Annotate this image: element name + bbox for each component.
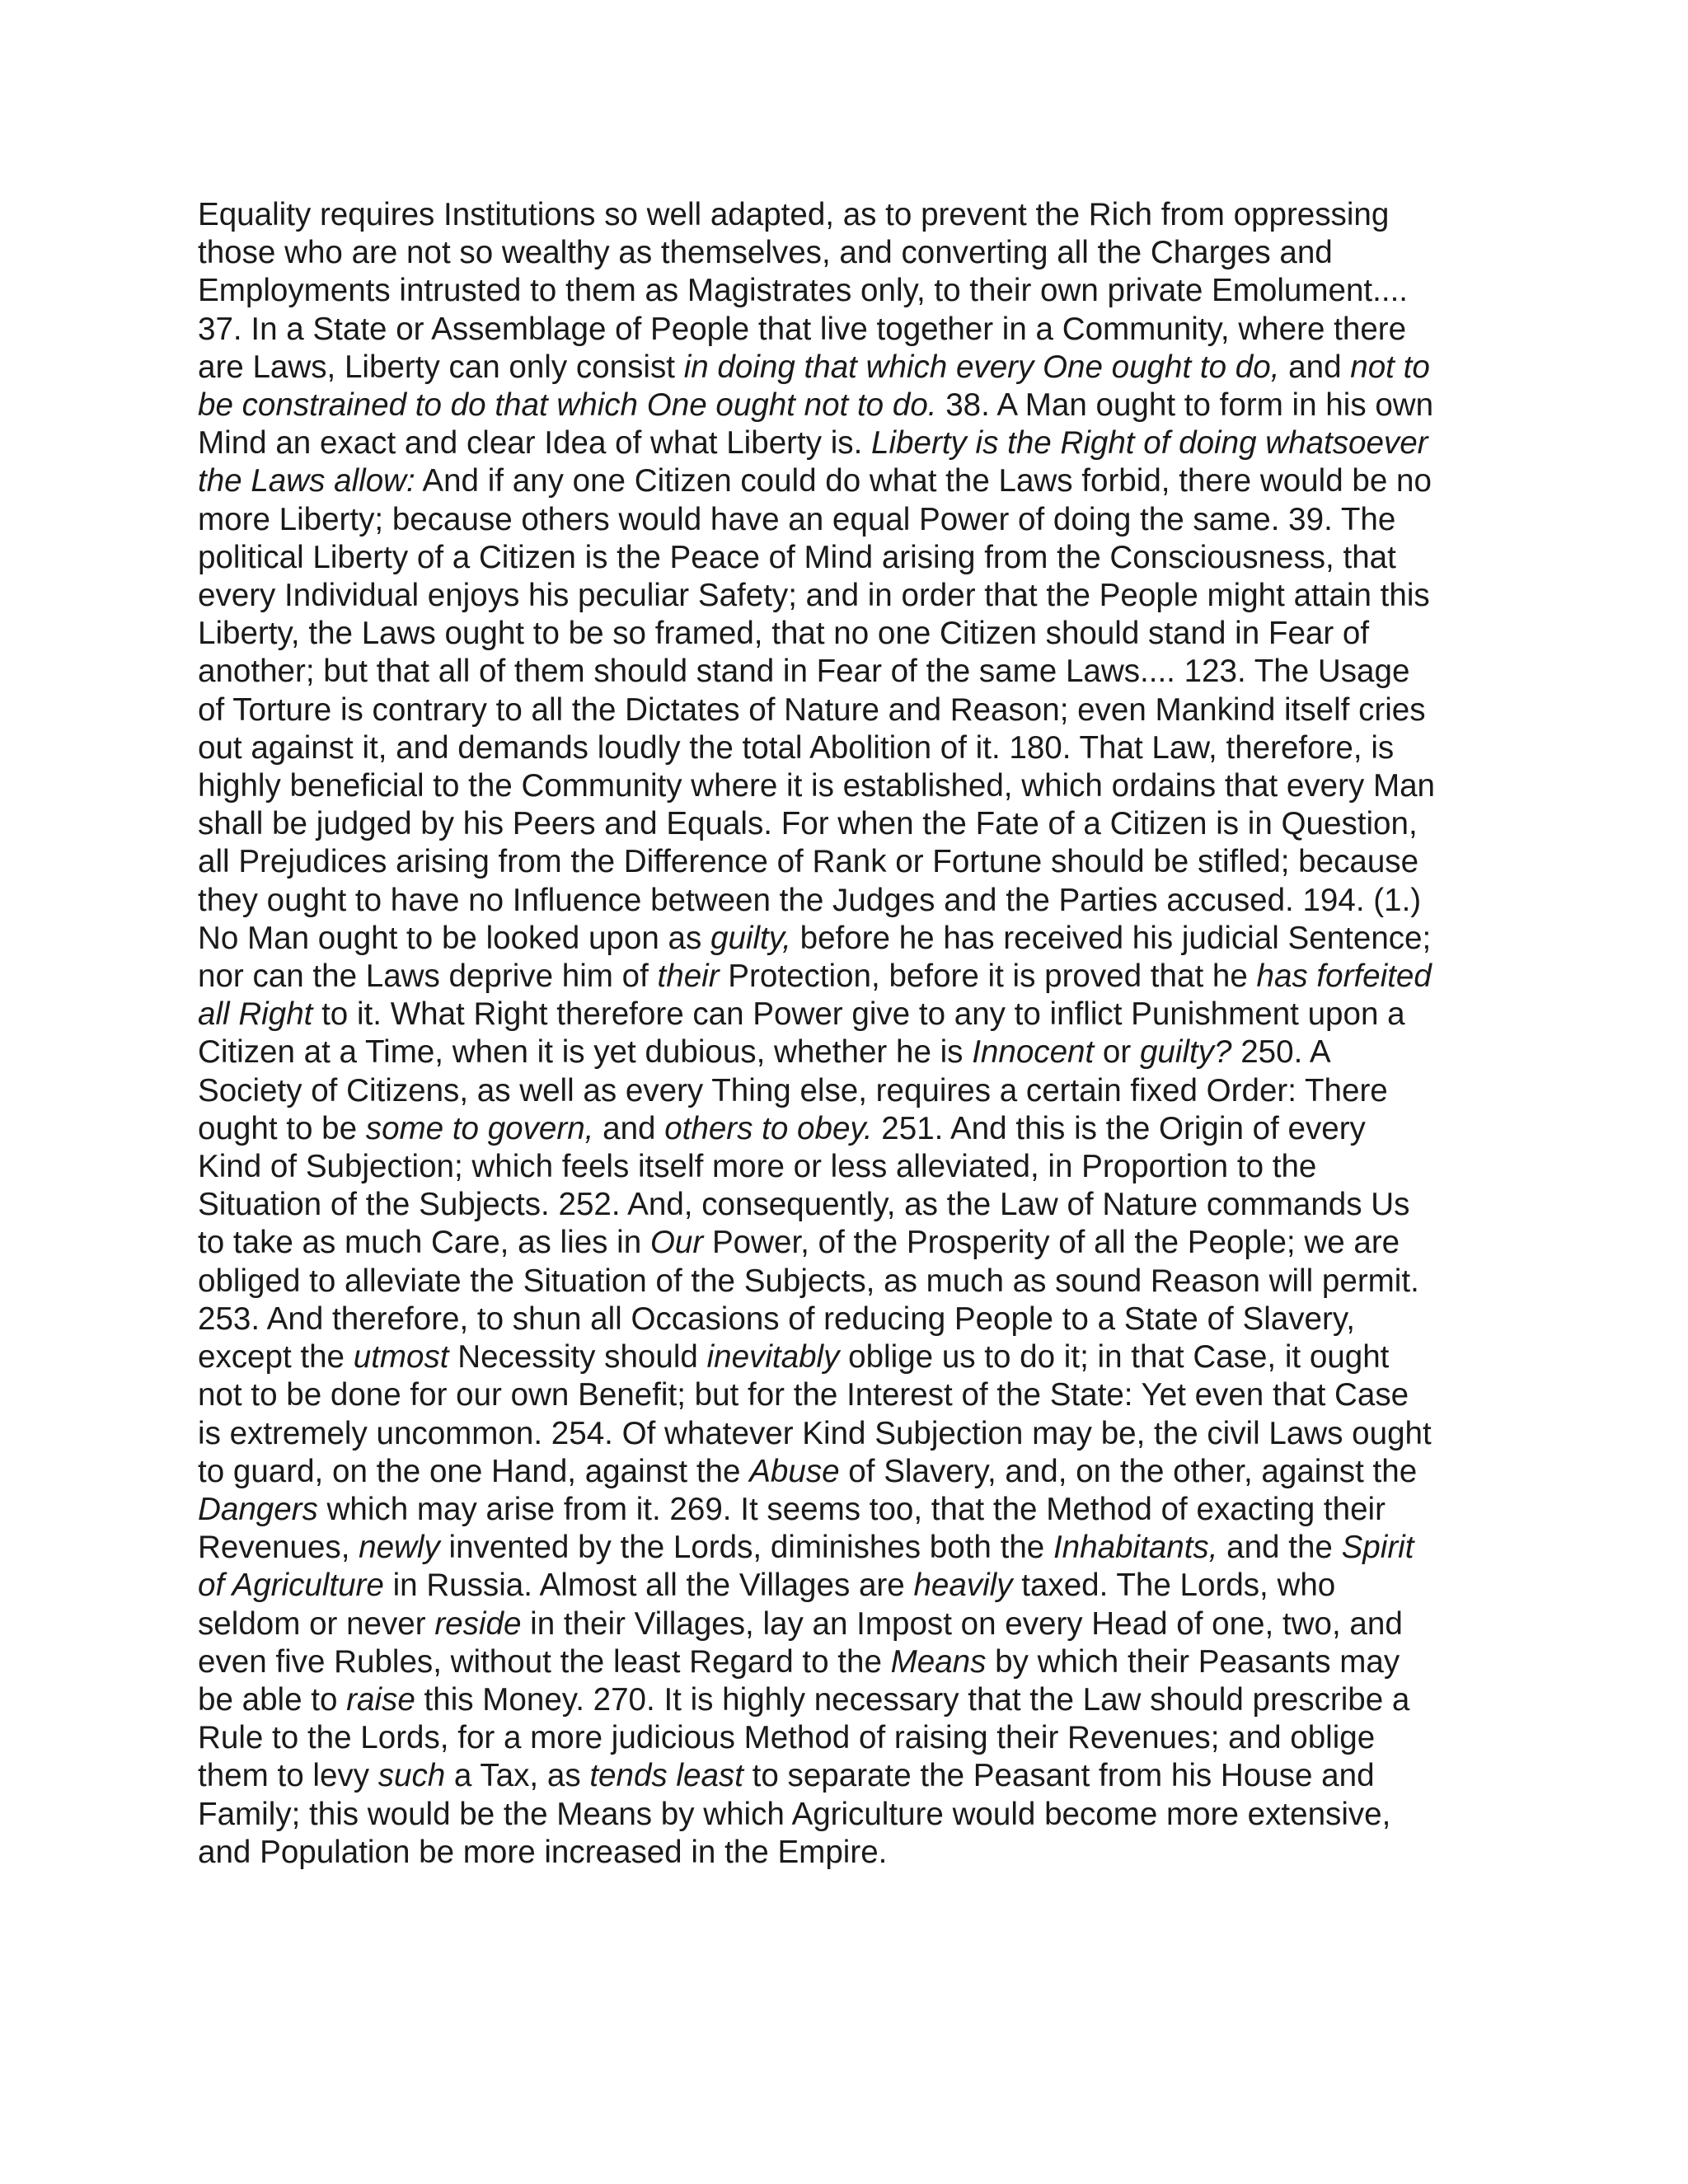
text-segment: to guard, on the one Hand, against the (198, 1453, 750, 1489)
text-segment: 37. In a State or Assemblage of People that live together in a Community, where there (198, 311, 1407, 347)
text-segment: not to be done for our own Benefit; but for the Interest of the State: Yet even that Case (198, 1377, 1409, 1413)
text-segment: invented by the Lords, diminishes both the (439, 1530, 1053, 1566)
italic-text-segment: Our (649, 1225, 704, 1261)
text-segment: obliged to alleviate the Situation of the Subjects, as much as sound Reason will permit. (198, 1263, 1419, 1299)
text-segment: Necessity should (448, 1339, 707, 1376)
text-segment: Society of Citizens, as well as every Thing else, requires a certain fixed Order: There (198, 1072, 1388, 1108)
italic-text-segment: heavily (913, 1568, 1013, 1604)
text-segment: 253. And therefore, to shun all Occasions of reducing People to a State of Slavery, (198, 1301, 1355, 1337)
italic-text-segment: guilty? (1139, 1034, 1232, 1071)
text-segment: to separate the Peasant from his House and (743, 1758, 1375, 1794)
italic-text-segment: Abuse (749, 1453, 840, 1489)
text-segment: those who are not so wealthy as themselves, and converting all the Charges and (198, 235, 1333, 271)
text-line (198, 996, 1496, 1033)
italic-text-segment: reside (434, 1605, 522, 1642)
text-line (198, 1148, 1496, 1186)
text-segment: even five Rubles, without the least Regard to the (198, 1643, 891, 1680)
text-line (198, 920, 1496, 958)
italic-text-segment: Innocent (972, 1034, 1095, 1071)
text-segment: they ought to have no Influence between the Judges and the Parties accused. 194. (1.) (198, 882, 1422, 918)
text-line (198, 1681, 1496, 1719)
text-line (198, 1605, 1496, 1643)
text-segment: and (1279, 349, 1351, 385)
text-line (198, 1263, 1496, 1301)
text-line (198, 843, 1496, 881)
italic-text-segment: Spirit (1341, 1530, 1414, 1566)
text-line (198, 767, 1496, 805)
text-line (198, 691, 1496, 729)
text-segment: political Liberty of a Citizen is the Peace of Mind arising from the Consciousness, that (198, 539, 1396, 575)
text-segment: all Prejudices arising from the Difference of Rank or Fortune should be stifled; because (198, 844, 1419, 880)
text-line (198, 1338, 1496, 1376)
italic-text-segment: the Laws allow: (198, 463, 415, 499)
text-line (198, 882, 1496, 920)
italic-text-segment: be constrained to do that which One ought not to do. (198, 387, 937, 424)
text-line (198, 387, 1496, 424)
text-segment: in Russia. Almost all the Villages are (383, 1568, 914, 1604)
text-segment: another; but that all of them should stand in Fear of the same Laws.... 123. The Usage (198, 654, 1410, 690)
text-segment: Liberty, the Laws ought to be so framed, that no one Citizen should stand in Fear of (198, 616, 1370, 652)
text-segment: and the (1217, 1530, 1342, 1566)
text-segment: are Laws, Liberty can only consist (198, 349, 684, 385)
text-segment: 251. And this is the Origin of every (872, 1110, 1366, 1146)
italic-text-segment: Dangers (198, 1491, 318, 1527)
text-line (198, 1453, 1496, 1491)
italic-text-segment: guilty, (710, 920, 791, 956)
text-line (198, 272, 1496, 310)
text-segment: Equality requires Institutions so well adapted, as to prevent the Rich from oppressing (198, 197, 1390, 232)
text-line (198, 462, 1496, 500)
text-segment: Power, of the Prosperity of all the People; we are (703, 1225, 1400, 1261)
text-line (198, 1415, 1496, 1453)
text-line (198, 577, 1496, 615)
text-line (198, 1834, 1496, 1872)
text-line (198, 1757, 1496, 1795)
italic-text-segment: Inhabitants, (1053, 1530, 1218, 1566)
italic-text-segment: newly (359, 1530, 440, 1566)
text-segment: of Torture is contrary to all the Dictates of Nature and Reason; even Mankind itself cries (198, 691, 1426, 728)
italic-text-segment: tends least (589, 1758, 743, 1794)
text-line (198, 1186, 1496, 1224)
text-segment: nor can the Laws deprive him of (198, 958, 658, 995)
text-line (198, 1224, 1496, 1262)
text-segment: or (1094, 1034, 1140, 1071)
italic-text-segment: such (377, 1758, 446, 1794)
text-segment: Citizen at a Time, when it is yet dubious, whether he is (198, 1034, 973, 1071)
text-segment: is extremely uncommon. 254. Of whatever Kind Subjection may be, the civil Laws ought (198, 1415, 1432, 1451)
text-segment: 250. A (1231, 1034, 1331, 1071)
italic-text-segment: utmost (353, 1339, 449, 1376)
text-line (198, 311, 1496, 349)
italic-text-segment: of Agriculture (198, 1568, 384, 1604)
text-segment: before he has received his judicial Sentence; (790, 920, 1432, 956)
text-segment: Situation of the Subjects. 252. And, consequently, as the Law of Nature commands Us (198, 1187, 1410, 1223)
text-segment: to it. What Right therefore can Power give to any to inflict Punishment upon a (312, 996, 1405, 1033)
text-segment: by which their Peasants may (986, 1643, 1400, 1680)
text-segment: Rule to the Lords, for a more judicious Method of raising their Revenues; and oblige (198, 1720, 1376, 1756)
text-line (198, 1301, 1496, 1338)
text-segment: which may arise from it. 269. It seems too, that the Method of exacting their (317, 1491, 1386, 1527)
italic-text-segment: their (657, 958, 720, 995)
text-segment: them to levy (198, 1758, 378, 1794)
text-segment: this Money. 270. It is highly necessary that the Law should prescribe a (415, 1681, 1410, 1718)
document-body (198, 196, 1496, 1872)
text-segment: out against it, and demands loudly the total Abolition of it. 180. That Law, therefore, is (198, 729, 1395, 766)
text-line (198, 653, 1496, 691)
text-segment: Mind an exact and clear Idea of what Liberty is. (198, 425, 872, 462)
italic-text-segment: others to obey. (664, 1110, 873, 1146)
text-segment: Revenues, (198, 1530, 359, 1566)
text-line (198, 958, 1496, 996)
text-segment: Family; this would be the Means by which Agriculture would become more extensive, (198, 1796, 1391, 1832)
text-line (198, 1796, 1496, 1834)
text-line (198, 1110, 1496, 1148)
text-segment: shall be judged by his Peers and Equals. For when the Fate of a Citizen is in Question, (198, 806, 1418, 842)
italic-text-segment: Liberty is the Right of doing whatsoever (871, 425, 1428, 462)
text-segment: Kind of Subjection; which feels itself more or less alleviated, in Proportion to the (198, 1149, 1317, 1185)
text-line (198, 1719, 1496, 1757)
italic-text-segment: in doing that which every One ought to do, (683, 349, 1280, 385)
text-segment: except the (198, 1339, 354, 1376)
italic-text-segment: not to (1350, 349, 1430, 385)
text-segment: 38. A Man ought to form in his own (936, 387, 1434, 424)
italic-text-segment: has forfeited (1256, 958, 1432, 995)
text-segment: more Liberty; because others would have an equal Power of doing the same. 39. The (198, 501, 1396, 537)
text-line (198, 615, 1496, 653)
text-line (198, 1643, 1496, 1681)
text-segment: a Tax, as (445, 1758, 590, 1794)
text-line (198, 349, 1496, 387)
text-segment: Protection, before it is proved that he (719, 958, 1257, 995)
text-line (198, 424, 1496, 462)
text-segment: taxed. The Lords, who (1012, 1568, 1336, 1604)
text-segment: be able to (198, 1681, 347, 1718)
text-segment: in their Villages, lay an Impost on every Head of one, two, and (521, 1605, 1403, 1642)
text-line (198, 1033, 1496, 1071)
text-line (198, 805, 1496, 843)
text-segment: Employments intrusted to them as Magistrates only, to their own private Emolument.... (198, 273, 1409, 309)
text-line (198, 1491, 1496, 1529)
italic-text-segment: raise (346, 1681, 415, 1718)
text-segment: every Individual enjoys his peculiar Safety; and in order that the People might attain this (198, 578, 1430, 614)
text-segment: ought to be (198, 1110, 366, 1146)
italic-text-segment: inevitably (706, 1339, 840, 1376)
text-segment: oblige us to do it; in that Case, it ought (839, 1339, 1390, 1376)
text-line (198, 729, 1496, 767)
italic-text-segment: all Right (198, 996, 313, 1033)
text-line (198, 1072, 1496, 1110)
text-line (198, 1529, 1496, 1567)
text-line (198, 501, 1496, 539)
text-segment: and (593, 1110, 665, 1146)
italic-text-segment: Means (890, 1643, 987, 1680)
text-line (198, 1567, 1496, 1605)
text-segment: No Man ought to be looked upon as (198, 920, 710, 956)
text-segment: highly beneficial to the Community where it is established, which ordains that every Man (198, 768, 1436, 804)
text-segment: and Population be more increased in the Empire. (198, 1834, 888, 1870)
text-segment: to take as much Care, as lies in (198, 1225, 650, 1261)
italic-text-segment: some to govern, (365, 1110, 594, 1146)
text-segment: of Slavery, and, on the other, against the (839, 1453, 1418, 1489)
text-line (198, 196, 1496, 234)
text-segment: And if any one Citizen could do what the Laws forbid, there would be no (415, 463, 1432, 499)
text-line (198, 234, 1496, 272)
text-line (198, 1376, 1496, 1414)
text-line (198, 539, 1496, 577)
text-segment: seldom or never (198, 1605, 435, 1642)
